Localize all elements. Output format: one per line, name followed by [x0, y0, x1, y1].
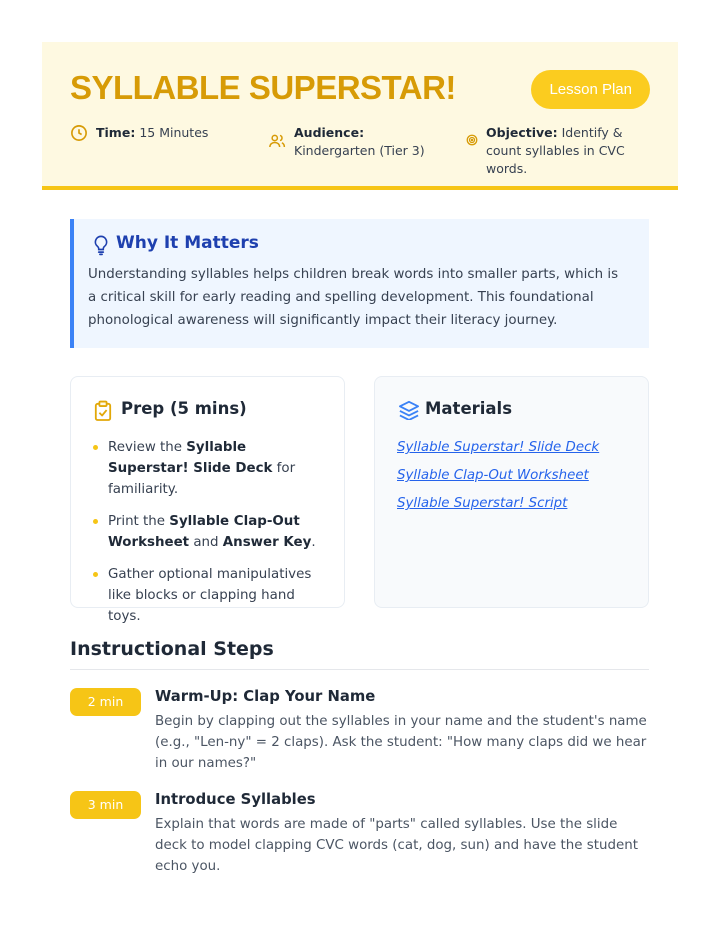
step-title: Warm-Up: Clap Your Name	[155, 688, 376, 705]
materials-links	[397, 437, 599, 521]
prep-title: Prep (5 mins)	[121, 399, 247, 418]
lesson-header	[42, 42, 678, 190]
prep-item: Print the Syllable Clap-Out Worksheet and Answer Key.	[93, 511, 325, 553]
page-title: SYLLABLE SUPERSTAR!	[70, 69, 456, 106]
meta-time-text: Time: 15 Minutes	[96, 125, 209, 140]
steps-heading: Instructional Steps	[70, 638, 649, 670]
prep-list	[93, 437, 325, 638]
material-link-slide-deck[interactable]: Syllable Superstar! Slide Deck	[397, 440, 600, 455]
meta-time	[70, 124, 208, 142]
meta-audience-text: Audience: Kindergarten (Tier 3)	[294, 125, 425, 158]
lightbulb-icon	[92, 234, 110, 256]
step-duration-badge: 2 min	[70, 688, 141, 716]
meta-objective	[466, 124, 650, 178]
clock-icon	[70, 124, 88, 142]
layers-icon	[398, 400, 420, 420]
why-text: Understanding syllables helps children break words into smaller parts, which is a critical skill for early reading and spelling development. This foundational phonological awareness will significantly impact their literacy journey.	[88, 267, 619, 328]
step-title: Introduce Syllables	[155, 791, 316, 808]
users-icon	[268, 132, 286, 150]
material-link-script[interactable]: Syllable Superstar! Script	[397, 496, 568, 511]
step-text: Begin by clapping out the syllables in your name and the student's name (e.g., "Len-ny" = 2 claps). Ask the student: "How many claps did we hear in our names?"	[155, 714, 647, 771]
why-it-matters-callout	[70, 219, 649, 348]
clipboard-check-icon	[94, 400, 112, 422]
target-icon	[466, 134, 478, 146]
materials-card	[374, 376, 649, 608]
meta-audience	[268, 124, 428, 160]
meta-objective-text: Objective: Identify & count syllables in CVC words.	[486, 125, 625, 176]
prep-card	[70, 376, 345, 624]
materials-title: Materials	[425, 399, 513, 418]
step-duration-badge: 3 min	[70, 791, 141, 819]
prep-item: Review the Syllable Superstar! Slide Deck for familiarity.	[93, 437, 325, 500]
prep-item: Gather optional manipulatives like blocks or clapping hand toys.	[93, 564, 325, 627]
lesson-plan-badge: Lesson Plan	[531, 70, 650, 109]
step-text: Explain that words are made of "parts" called syllables. Use the slide deck to model clapping CVC words (cat, dog, sun) and have the student echo you.	[155, 817, 638, 874]
why-title: Why It Matters	[116, 233, 259, 253]
material-link-worksheet[interactable]: Syllable Clap-Out Worksheet	[397, 468, 589, 483]
